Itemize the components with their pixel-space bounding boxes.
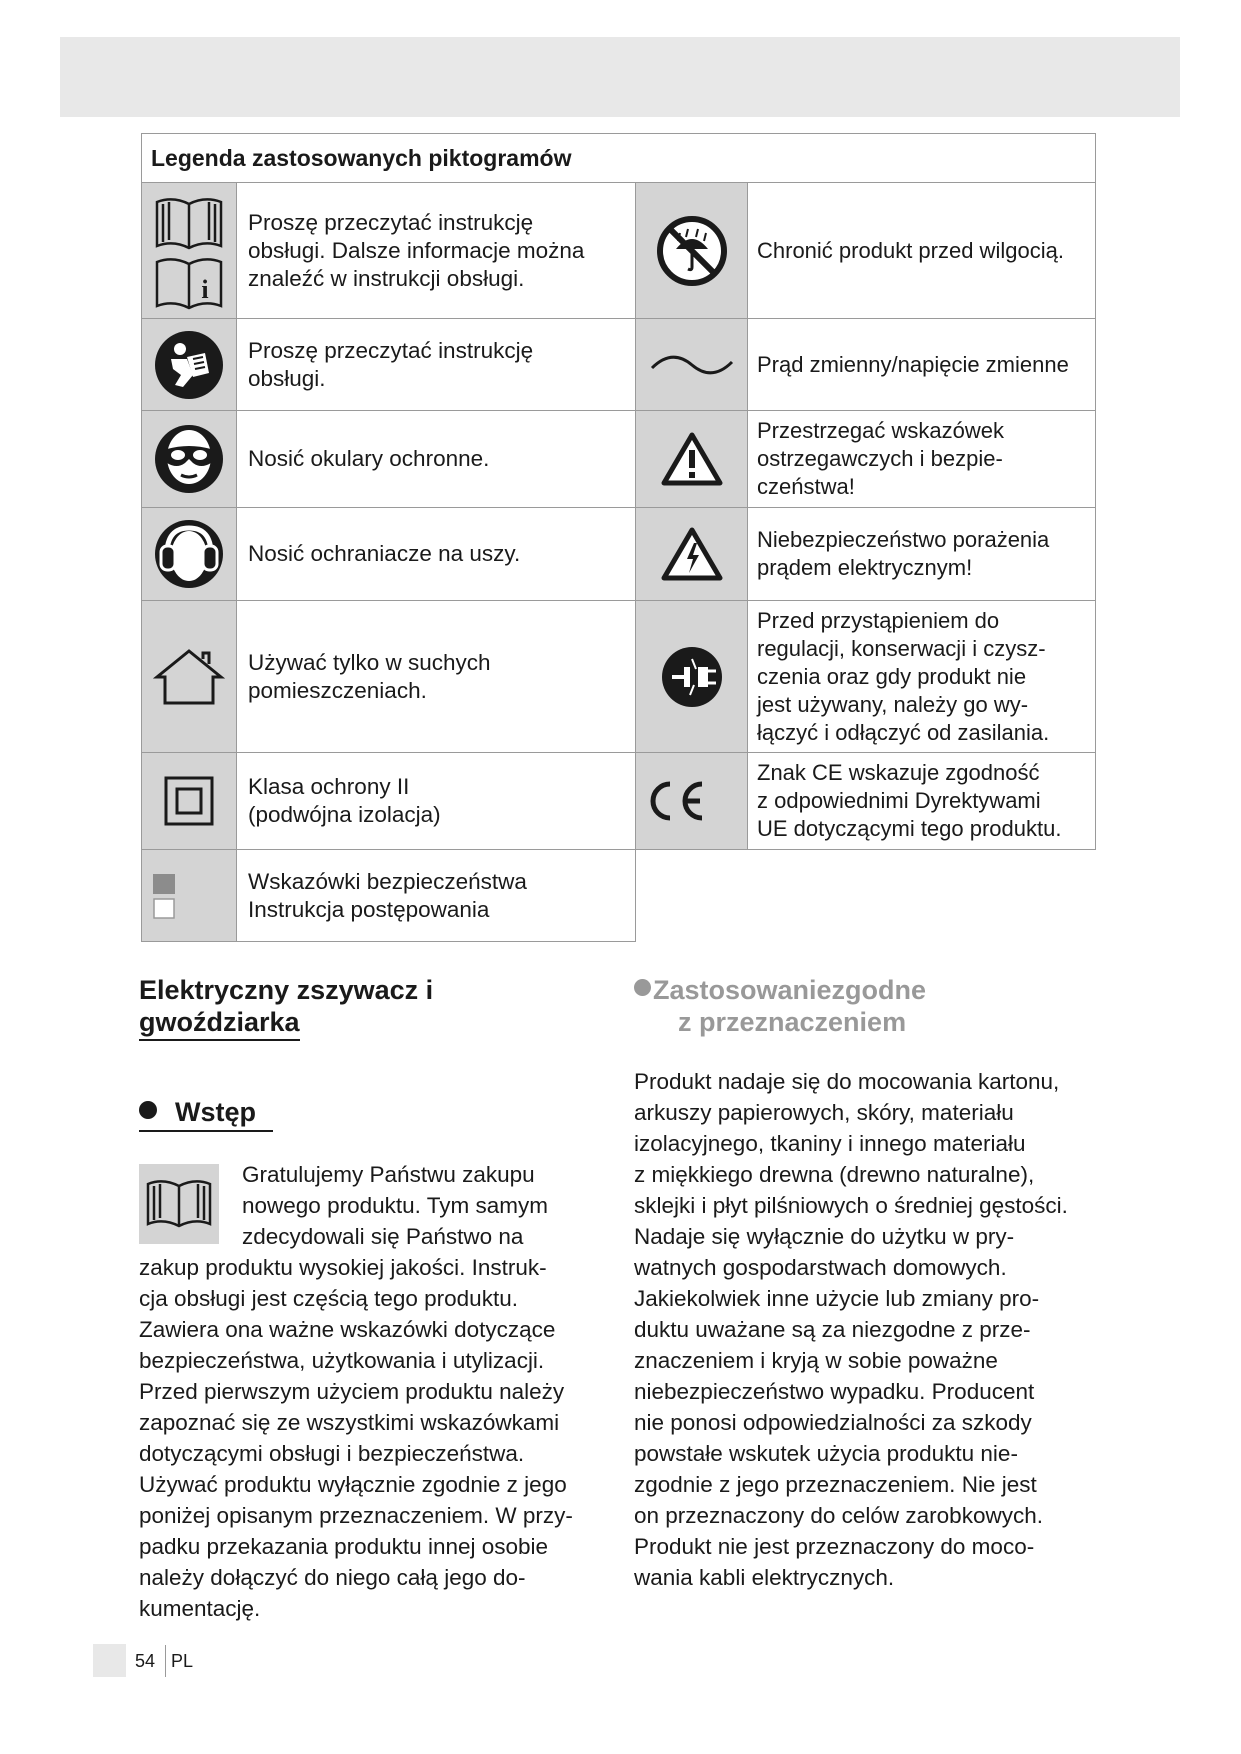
bullet-icon [634,979,651,996]
intro-heading-text: Wstęp [175,1097,256,1127]
legend-title: Legenda zastosowanych piktogramów [141,133,1096,182]
legend-icon-ear-protection [141,507,237,601]
product-heading [139,974,433,1041]
legend-icon-ce [635,752,748,850]
book-info-icon [153,190,225,312]
legend-icon-warning [635,410,748,508]
legend-icon-house [141,600,237,753]
legend-icon-goggles [141,410,237,508]
intro-book-icon-box [139,1164,219,1244]
legend-text-right-3: Przestrzegać wskazówek ostrzegawczych i bezpie- czeństwa! [747,410,1096,508]
unplug-icon [660,645,724,709]
legend-grid [141,182,1096,942]
page-number: 54 [135,1651,156,1671]
intro-paragraph-start: Gratulujemy Państwu zakupu nowego produktu. Tym samym zdecydowali się Państwo na [242,1162,548,1249]
indoor-house-icon [153,647,225,707]
legend-text-left-3: Nosić okulary ochronne. [236,410,636,508]
bullet-icon [139,1101,157,1119]
legend-icon-note-squares [141,849,237,942]
legend-text-right-2: Prąd zmienny/napięcie zmienne [747,318,1096,411]
legend-text-left-5: Używać tylko w suchych pomieszczeniach. [236,600,636,753]
double-insulation-icon [164,776,214,826]
language-code: PL [171,1651,194,1671]
legend-text-right-1: Chronić produkt przed wilgocią. [747,182,1096,319]
usage-heading [634,974,926,1038]
legend-text-left-2: Proszę przeczytać instrukcję obsługi. [236,318,636,411]
legend-icon-read-manual [141,318,237,411]
header-band [60,37,1180,117]
legend-icon-ac [635,318,748,411]
ear-protection-icon [153,518,225,590]
usage-heading-line2: z przeznaczeniem [678,1007,907,1037]
legend-text-left-1: Proszę przeczytać instrukcję obsługi. Dalsze informacje można znaleźć w instrukcji obsługi. [236,182,636,319]
usage-heading-line1: Zastosowaniezgodne [653,975,927,1005]
book-icon [145,1178,213,1230]
product-heading-line2: gwoździarka [139,1006,300,1041]
warning-triangle-icon [661,432,723,486]
safety-goggles-icon [153,423,225,495]
product-heading-line1: Elektryczny zszywacz i [139,975,434,1005]
footer-marker [93,1644,126,1677]
legend-text-left-7: Wskazówki bezpieczeństwa Instrukcja postępowania [236,849,636,942]
note-squares-icon [152,870,176,922]
legend-icon-double-insulation [141,752,237,850]
no-moisture-icon [656,215,728,287]
usage-paragraph: Produkt nadaje się do mocowania kartonu, arkuszy papierowych, skóry, materiału izolacyjnego, tkaniny i innego materiału z miękkiego drewna (drewno naturalne), sklejki i płyt pilśniowych o średniej gęstości. Nadaje się wyłącznie do użytku w pry- watnych gospodarstwach domowych. Jakiekolwiek inne użycie lub zmiany pro- duktu uważane są za niezgodne z prze- znaczeniem i kryją w sobie poważne niebezpieczeństwo wypadku. Producent nie ponosi odpowiedzialności za szkody powstałe wskutek użycia produktu nie- zgodnie z jego przeznaczeniem. Nie jest on przeznaczony do celów zarobkowych. Produkt nie jest przeznaczony do moco- wania kabli elektrycznych. [634,1069,1068,1590]
legend-text-right-4: Niebezpieczeństwo porażenia prądem elektrycznym! [747,507,1096,601]
intro-heading [139,1097,273,1132]
legend-icon-electric-shock [635,507,748,601]
legend-icon-no-moisture [635,182,748,319]
legend-text-left-4: Nosić ochraniacze na uszy. [236,507,636,601]
read-manual-icon [153,329,225,401]
legend-text-right-5: Przed przystąpieniem do regulacji, konserwacji i czysz- czenia oraz gdy produkt nie jest używany, należy go wy- łączyć i odłączyć od zasilania. [747,600,1096,753]
pictogram-legend [141,133,1096,942]
alternating-current-icon [650,350,734,380]
svg-text:i: i [201,274,209,304]
electric-shock-icon [661,527,723,581]
ce-mark-icon [646,780,706,822]
legend-icon-book-info [141,182,237,319]
footer-divider [165,1645,166,1677]
intro-paragraph-rest: zakup produktu wysokiej jakości. Instruk- cja obsługi jest częścią tego produktu. Zawiera ona ważne wskazówki dotyczące bezpieczeństwa, użytkowania i utylizacji. Przed pierwszym użyciem produktu należy zapoznać się ze wszystkimi wskazówkami dotyczącymi obsługi i bezpieczeństwa. Używać produktu wyłącznie zgodnie z jego poniżej opisanym przeznaczeniem. W przy- padku przekazania produktu innej osobie należy dołączyć do niego całą jego do- kumentację. [139,1255,573,1621]
legend-text-right-6: Znak CE wskazuje zgodność z odpowiednimi Dyrektywami UE dotyczącymi tego produktu. [747,752,1096,850]
legend-text-left-6: Klasa ochrony II (podwójna izolacja) [236,752,636,850]
legend-icon-unplug [635,600,748,753]
